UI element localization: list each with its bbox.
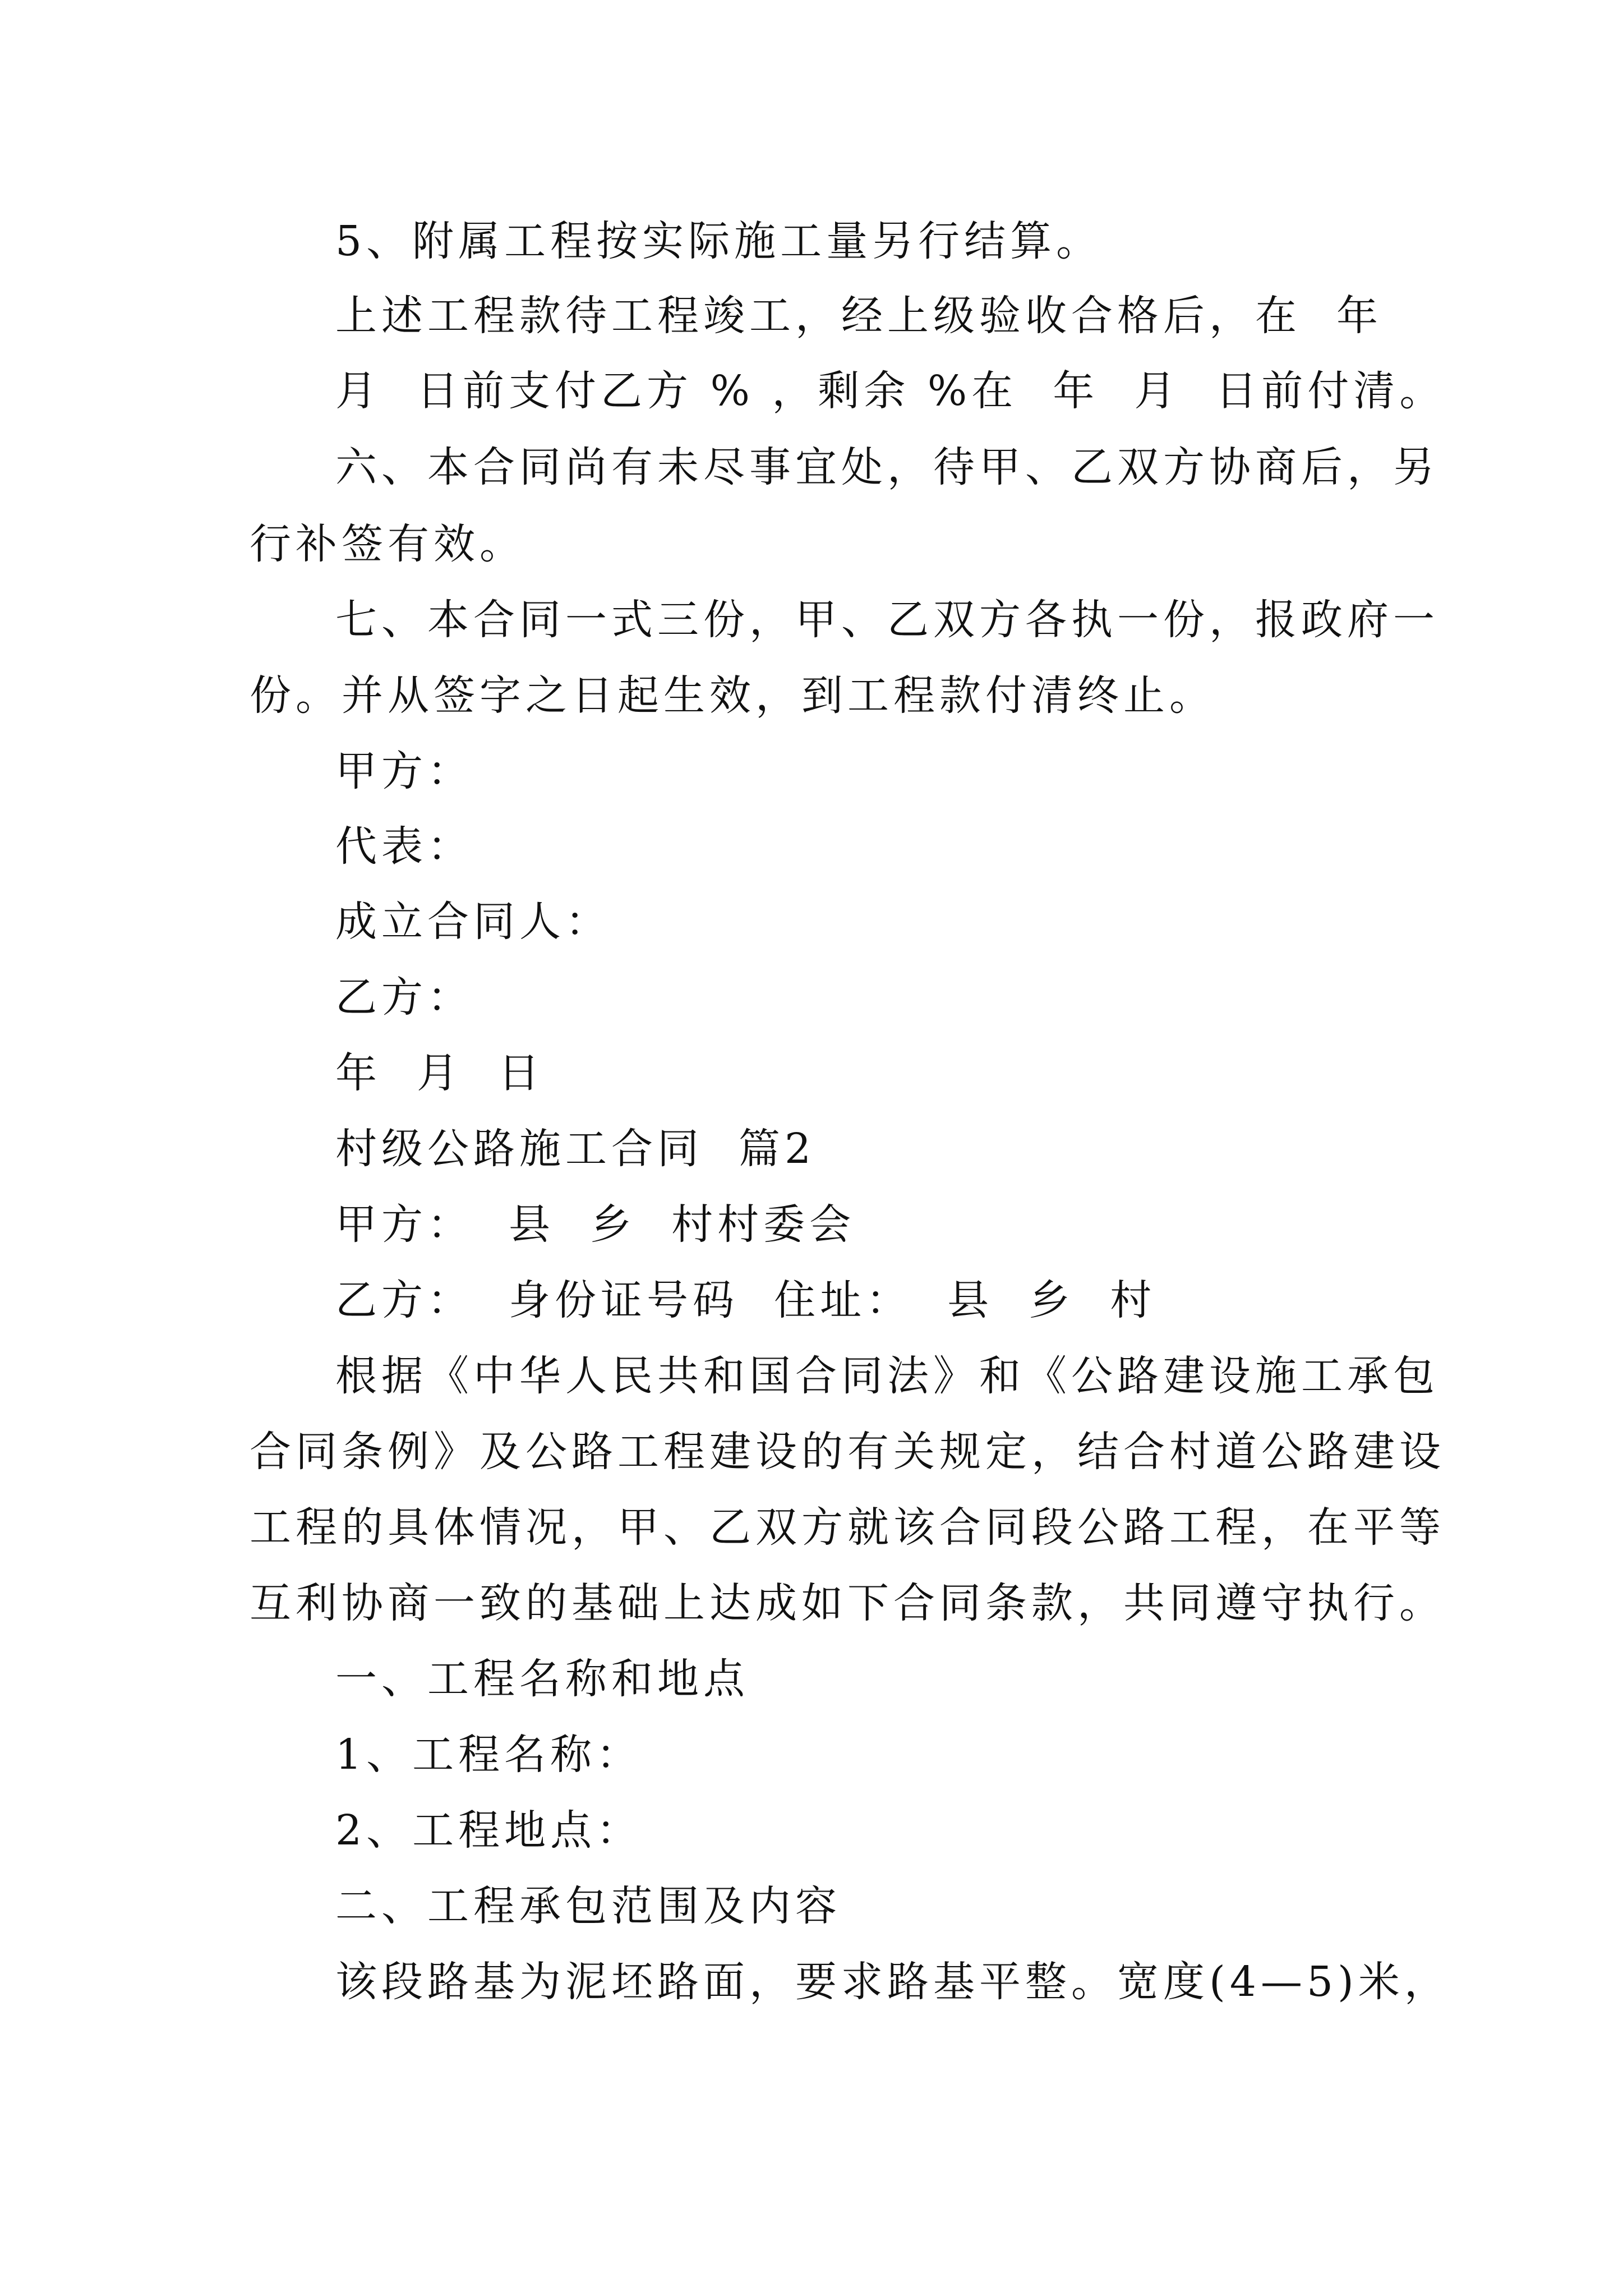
paragraph-line: 上述工程款待工程竣工，经上级验收合格后，在 年 — [335, 292, 1383, 340]
signature-label-party-b: 乙方： — [335, 973, 473, 1022]
party-a-line: 甲方： 县 乡 村村委会 — [335, 1200, 856, 1249]
paragraph-line: 该段路基为泥坯路面，要求路基平整。宽度(4—5)米， — [335, 1958, 1450, 2006]
paragraph-line: 合同条例》及公路工程建设的有关规定，结合村道公路建设 — [250, 1428, 1445, 1476]
signature-label-party-a: 甲方： — [335, 747, 473, 795]
paragraph-line: 份。并从签字之日起生效，到工程款付清终止。 — [250, 671, 1215, 720]
paragraph-line: 互利协商一致的基础上达成如下合同条款，共同遵守执行。 — [250, 1579, 1445, 1627]
signature-date: 年 月 日 — [335, 1049, 545, 1097]
paragraph-line: 六、本合同尚有未尽事宜处，待甲、乙双方协商后，另 — [335, 443, 1439, 491]
clause-item: 2、工程地点： — [335, 1806, 643, 1855]
paragraph-line: 工程的具体情况，甲、乙双方就该合同段公路工程，在平等 — [250, 1503, 1445, 1552]
clause-heading: 一、工程名称和地点 — [335, 1655, 749, 1703]
paragraph-line: 月 日前支付乙方 % ，剩余 %在 年 月 日前付清。 — [335, 367, 1446, 415]
paragraph-line: 七、本合同一式三份，甲、乙双方各执一份，报政府一 — [335, 596, 1439, 644]
section-title: 村级公路施工合同 篇2 — [335, 1125, 816, 1173]
signature-label-representative: 代表： — [335, 822, 473, 871]
clause-heading: 二、工程承包范围及内容 — [335, 1882, 841, 1930]
paragraph-line: 根据《中华人民共和国合同法》和《公路建设施工承包 — [335, 1352, 1439, 1400]
paragraph-line: 行补签有效。 — [250, 520, 525, 568]
paragraph-line: 5、附属工程按实际施工量另行结算。 — [335, 217, 1103, 265]
clause-item: 1、工程名称： — [335, 1731, 643, 1779]
signature-label-contractor: 成立合同人： — [335, 898, 611, 946]
party-b-line: 乙方： 身份证号码 住址： 县 乡 村 — [335, 1276, 1156, 1324]
